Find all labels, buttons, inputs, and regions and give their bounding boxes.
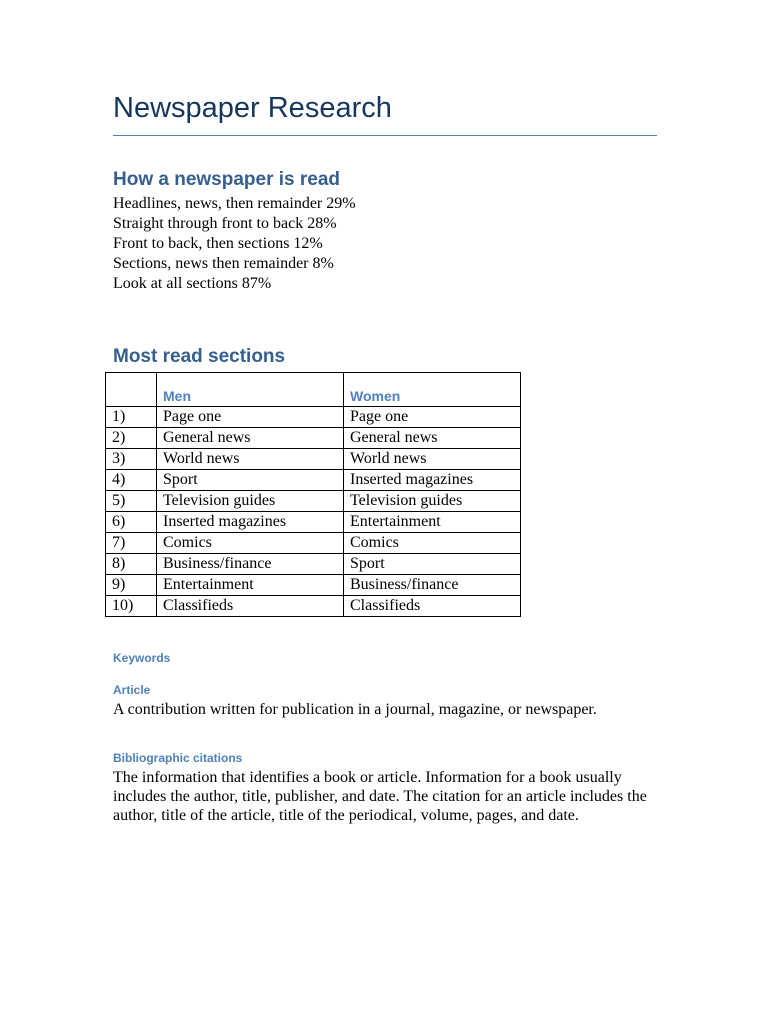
rank-cell: 6) [106, 512, 157, 533]
women-cell: Inserted magazines [344, 470, 521, 491]
reading-item: Sections, news then remainder 8% [113, 255, 334, 272]
table-row [106, 533, 521, 554]
table-row [106, 512, 521, 533]
sections-table [105, 372, 521, 617]
reading-item: Headlines, news, then remainder 29% [113, 195, 356, 212]
men-cell: Comics [157, 533, 344, 554]
header-rank [106, 373, 157, 407]
women-cell: General news [344, 428, 521, 449]
men-cell: General news [157, 428, 344, 449]
women-cell: Entertainment [344, 512, 521, 533]
rank-cell: 5) [106, 491, 157, 512]
table-row [106, 596, 521, 617]
table-row [106, 491, 521, 512]
men-cell: Television guides [157, 491, 344, 512]
sections-heading: Most read sections [113, 346, 286, 367]
rank-cell: 1) [106, 407, 157, 428]
rank-cell: 8) [106, 554, 157, 575]
keyword-term-name: Article [113, 683, 151, 697]
men-cell: Sport [157, 470, 344, 491]
women-cell: Page one [344, 407, 521, 428]
rank-cell: 7) [106, 533, 157, 554]
keywords-heading: Keywords [113, 651, 171, 665]
women-cell: World news [344, 449, 521, 470]
men-cell: Classifieds [157, 596, 344, 617]
keyword-term-name: Bibliographic citations [113, 751, 243, 765]
header-women: Women [344, 373, 521, 407]
men-cell: World news [157, 449, 344, 470]
men-cell: Inserted magazines [157, 512, 344, 533]
table-row [106, 449, 521, 470]
table-row [106, 428, 521, 449]
reading-item: Front to back, then sections 12% [113, 235, 323, 252]
rank-cell: 10) [106, 596, 157, 617]
women-cell: Classifieds [344, 596, 521, 617]
rank-cell: 3) [106, 449, 157, 470]
table-row [106, 575, 521, 596]
table-row [106, 554, 521, 575]
men-cell: Business/finance [157, 554, 344, 575]
rank-cell: 4) [106, 470, 157, 491]
header-men: Men [157, 373, 344, 407]
keyword-term [113, 682, 653, 719]
women-cell: Television guides [344, 491, 521, 512]
men-cell: Entertainment [157, 575, 344, 596]
reading-list [113, 194, 356, 294]
page-title: Newspaper Research [113, 92, 392, 124]
men-cell: Page one [157, 407, 344, 428]
women-cell: Sport [344, 554, 521, 575]
title-underline [113, 135, 657, 136]
women-cell: Comics [344, 533, 521, 554]
keyword-term [113, 750, 653, 825]
rank-cell: 9) [106, 575, 157, 596]
reading-item: Look at all sections 87% [113, 275, 272, 292]
table-row [106, 407, 521, 428]
rank-cell: 2) [106, 428, 157, 449]
table-row [106, 470, 521, 491]
reading-item: Straight through front to back 28% [113, 215, 337, 232]
women-cell: Business/finance [344, 575, 521, 596]
keyword-term-definition: A contribution written for publication in a journal, magazine, or newspaper. [113, 701, 597, 718]
keyword-term-definition: The information that identifies a book or article. Information for a book usually includes the author, title, publisher, and date. The citation for an article includes the author, title of the article, title of the periodical, volume, pages, and date. [113, 769, 647, 824]
table-header-row [106, 373, 521, 407]
reading-heading: How a newspaper is read [113, 169, 341, 190]
